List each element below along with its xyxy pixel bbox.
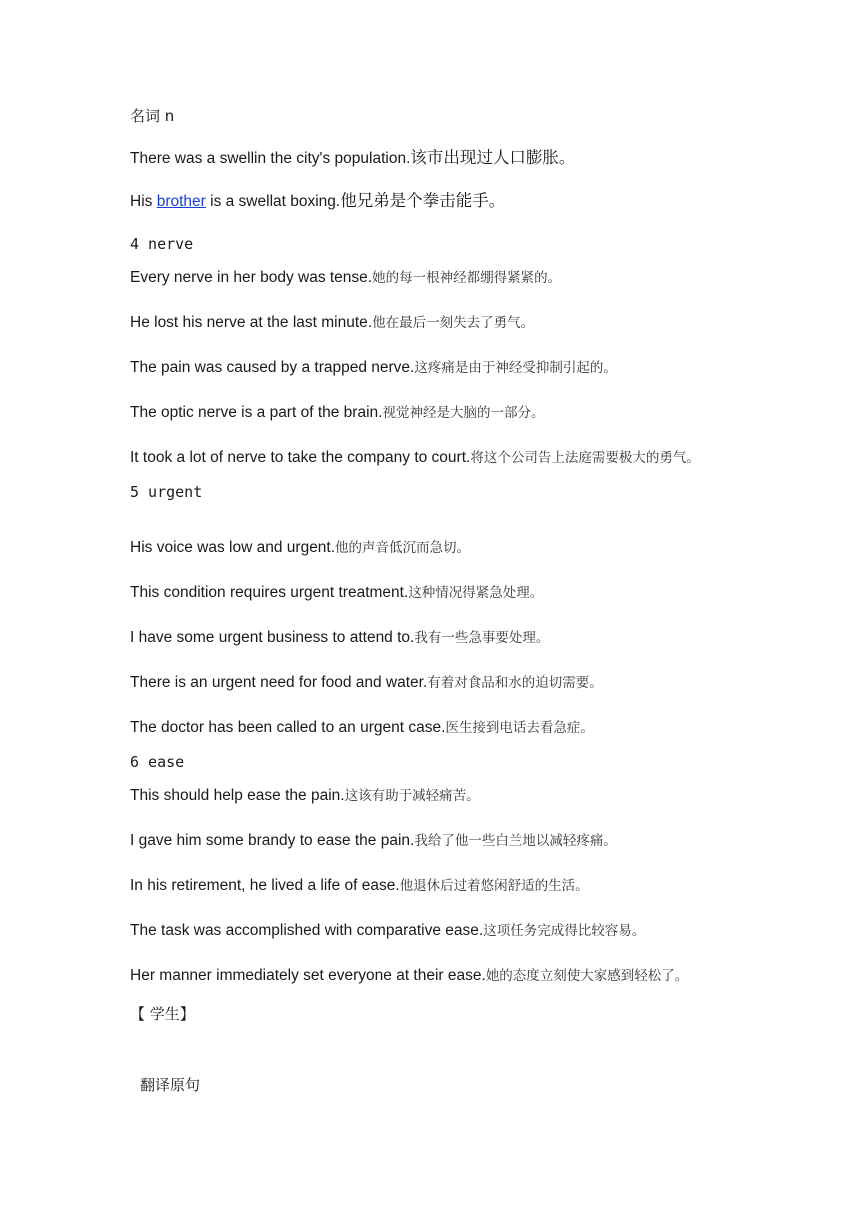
example-sentence bbox=[130, 673, 603, 693]
example-sentence bbox=[130, 358, 617, 378]
sentence-cn: 她的每一根神经都绷得紧紧的。 bbox=[372, 270, 562, 286]
sentence-cn: 这疼痛是由于神经受抑制引起的。 bbox=[414, 360, 617, 376]
example-sentence bbox=[130, 583, 543, 603]
sentence-cn: 医生接到电话去看急症。 bbox=[445, 720, 594, 736]
sentence-en: There was a swellin the city's population. bbox=[130, 150, 411, 167]
example-sentence bbox=[130, 313, 534, 333]
sentence-cn: 这种情况得紧急处理。 bbox=[408, 585, 544, 601]
sentence-cn: 他兄弟是个拳击能手。 bbox=[340, 191, 506, 210]
sentence-en: He lost his nerve at the last minute. bbox=[130, 314, 373, 331]
sentence-en: This condition requires urgent treatment. bbox=[130, 584, 409, 601]
example-sentence bbox=[130, 403, 544, 423]
sentence-en: It took a lot of nerve to take the company to court. bbox=[130, 449, 471, 466]
word-heading-urgent: 5 urgent bbox=[130, 483, 203, 501]
sentence-cn: 将这个公司告上法庭需要极大的勇气。 bbox=[470, 450, 700, 466]
sentence-en: There is an urgent need for food and water. bbox=[130, 674, 428, 691]
sentence-en: The task was accomplished with comparative ease. bbox=[130, 922, 484, 939]
part-of-speech-heading: 名词 n bbox=[130, 107, 175, 125]
translate-original-label: 翻译原句 bbox=[140, 1076, 201, 1094]
sentence-en: The pain was caused by a trapped nerve. bbox=[130, 359, 415, 376]
sentence-cn: 他在最后一刻失去了勇气。 bbox=[372, 315, 535, 331]
sentence-cn: 这项任务完成得比较容易。 bbox=[483, 923, 646, 939]
example-sentence bbox=[130, 191, 505, 212]
sentence-en: I gave him some brandy to ease the pain. bbox=[130, 832, 415, 849]
sentence-en: Her manner immediately set everyone at their ease. bbox=[130, 967, 486, 984]
sentence-cn: 有着对食品和水的迫切需要。 bbox=[427, 675, 603, 691]
sentence-cn: 这该有助于减轻痛苦。 bbox=[344, 788, 480, 804]
example-sentence bbox=[130, 876, 589, 896]
sentence-cn: 该市出现过人口膨胀。 bbox=[410, 148, 576, 167]
example-sentence bbox=[130, 921, 645, 941]
sentence-en-post: is a swellat boxing. bbox=[205, 193, 341, 210]
sentence-cn: 我有一些急事要处理。 bbox=[414, 630, 550, 646]
word-heading-ease: 6 ease bbox=[130, 753, 185, 771]
sentence-en: In his retirement, he lived a life of ease. bbox=[130, 877, 400, 894]
word-heading-nerve: 4 nerve bbox=[130, 235, 194, 253]
example-sentence bbox=[130, 538, 470, 558]
example-sentence bbox=[130, 786, 480, 806]
example-sentence bbox=[130, 448, 700, 468]
sentence-en: His voice was low and urgent. bbox=[130, 539, 336, 556]
example-sentence bbox=[130, 718, 594, 738]
example-sentence bbox=[130, 966, 688, 986]
sentence-en: I have some urgent business to attend to. bbox=[130, 629, 415, 646]
example-sentence bbox=[130, 148, 575, 169]
brother-link[interactable]: brother bbox=[156, 193, 206, 210]
sentence-cn: 我给了他一些白兰地以减轻疼痛。 bbox=[414, 833, 617, 849]
sentence-en-pre: His bbox=[130, 193, 157, 210]
sentence-cn: 视觉神经是大脑的一部分。 bbox=[382, 405, 545, 421]
sentence-cn: 他退休后过着悠闲舒适的生活。 bbox=[399, 878, 589, 894]
example-sentence bbox=[130, 831, 617, 851]
student-section-label: 【 学生】 bbox=[130, 1005, 195, 1023]
sentence-cn: 他的声音低沉而急切。 bbox=[335, 540, 471, 556]
sentence-en: Every nerve in her body was tense. bbox=[130, 269, 373, 286]
example-sentence bbox=[130, 268, 561, 288]
sentence-en: The optic nerve is a part of the brain. bbox=[130, 404, 383, 421]
sentence-en: This should help ease the pain. bbox=[130, 787, 345, 804]
sentence-en: The doctor has been called to an urgent case. bbox=[130, 719, 446, 736]
example-sentence bbox=[130, 628, 549, 648]
sentence-cn: 她的态度立刻使大家感到轻松了。 bbox=[485, 968, 689, 984]
